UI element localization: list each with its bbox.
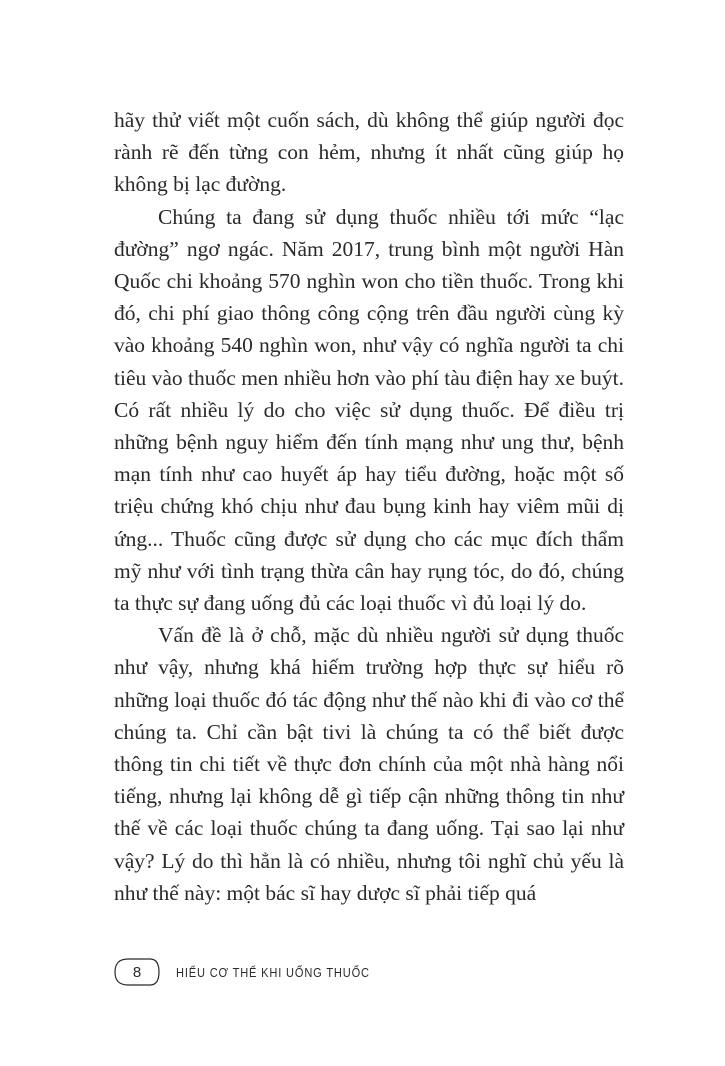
paragraph-2: Chúng ta đang sử dụng thuốc nhiều tới mức “lạc đường” ngơ ngác. Năm 2017, trung bình một người Hàn Quốc chi khoảng 570 nghìn won cho tiền thuốc. Trong khi đó, chi phí giao thông công cộng trên đầu người cùng kỳ vào khoảng 540 nghìn won, như vậy có nghĩa người ta chi tiêu vào thuốc men nhiều hơn vào phí tàu điện hay xe buýt. Có rất nhiều lý do cho việc sử dụng thuốc. Để điều trị những bệnh nguy hiểm đến tính mạng như ung thư, bệnh mạn tính như cao huyết áp hay tiểu đường, hoặc một số triệu chứng khó chịu như đau bụng kinh hay viêm mũi dị ứng... Thuốc cũng được sử dụng cho các mục đích thẩm mỹ như với tình trạng thừa cân hay rụng tóc, do đó, chúng ta thực sự đang uống đủ các loại thuốc vì đủ loại lý do.	[114, 204, 624, 616]
body-text	[114, 104, 624, 909]
paragraph-3: Vấn đề là ở chỗ, mặc dù nhiều người sử dụng thuốc như vậy, nhưng khá hiếm trường hợp thực sự hiểu rõ những loại thuốc đó tác động như thế nào khi đi vào cơ thể chúng ta. Chỉ cần bật tivi là chúng ta có thể biết được thông tin chi tiết về thực đơn chính của một nhà hàng nổi tiếng, nhưng lại không dễ gì tiếp cận những thông tin như thế về các loại thuốc chúng ta đang uống. Tại sao lại như vậy? Lý do thì hẳn là có nhiều, nhưng tôi nghĩ chủ yếu là như thế này: một bác sĩ hay dược sĩ phải tiếp quá	[114, 623, 624, 905]
paragraph-1: hãy thử viết một cuốn sách, dù không thể giúp người đọc rành rẽ đến từng con hẻm, nhưng ít nhất cũng giúp họ không bị lạc đường.	[114, 108, 624, 197]
running-title: HIỂU CƠ THỂ KHI UỐNG THUỐC	[176, 964, 370, 980]
page-number-badge	[114, 957, 160, 987]
page-number: 8	[132, 963, 142, 981]
page-footer	[114, 956, 404, 988]
